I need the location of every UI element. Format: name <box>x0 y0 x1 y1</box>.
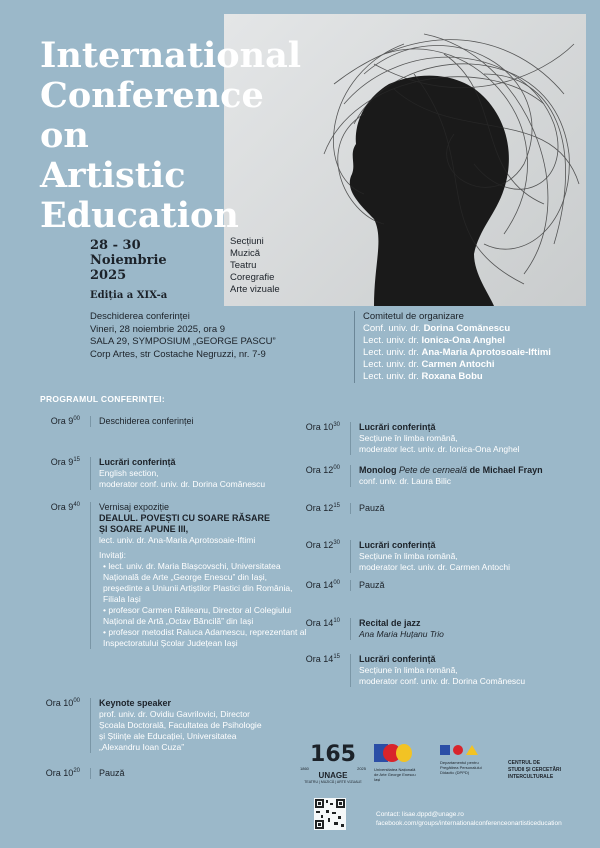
program-performer: Ana Maria Huțanu Trio <box>359 629 444 639</box>
guest-item: • profesor metodist Raluca Adamescu, reprezentant al Inspectoratului Școlar Județean Iași <box>103 627 308 649</box>
program-body <box>350 654 590 687</box>
committee-member <box>363 323 551 335</box>
program-item-title: Deschiderea conferinței <box>99 416 194 426</box>
date-month: Noiembrie <box>90 253 167 268</box>
sections-list <box>230 236 280 296</box>
program-time: Ora $14^{15}$ <box>305 654 340 664</box>
guest-list <box>99 561 308 649</box>
centre-logo <box>508 760 588 781</box>
title-line: Education <box>40 195 239 236</box>
program-body <box>350 422 590 455</box>
program-time: Ora $10^{00}$ <box>45 698 80 708</box>
program-item-title: Recital de jazz <box>359 618 421 628</box>
committee-member <box>363 347 551 359</box>
opening-datetime: Vineri, 28 noiembrie 2025, ora 9 <box>90 323 226 335</box>
program-time: Ora $9^{00}$ <box>50 416 80 426</box>
program-line: Secțiune în limba română, <box>359 665 458 675</box>
program-line: English section, <box>99 468 159 478</box>
committee-member <box>363 359 551 371</box>
title-line: International <box>40 35 302 76</box>
program-time: Ora $12^{00}$ <box>305 465 340 475</box>
program-item <box>300 654 590 687</box>
program-item <box>300 422 590 455</box>
program-item-title: Monolog Pete de cerneală de Michael Frayn <box>359 465 543 475</box>
section-item: Arte vizuale <box>230 284 280 295</box>
unage-anniversary: 165 <box>310 742 356 767</box>
program-item <box>40 768 240 779</box>
guest-item: • profesor Carmen Răileanu, Director al Colegiului Național de Artă „Octav Băncilă” din Iași <box>103 605 308 627</box>
program-line: moderator conf. univ. dr. Dorina Comănescu <box>359 676 526 686</box>
section-item: Teatru <box>230 260 257 271</box>
program-line: lect. univ. dr. Ana-Maria Aprotosoaie-Iftimi <box>99 535 256 545</box>
section-item: Muzică <box>230 248 261 259</box>
unage-logo <box>300 744 366 784</box>
program-item <box>40 698 310 753</box>
sections-heading: Secțiuni <box>230 236 264 247</box>
program-line: Secțiune în limba română, <box>359 551 458 561</box>
committee-member <box>363 371 551 383</box>
contact-facebook-link[interactable]: facebook.com/groups/internationalconferenceonartisticeducation <box>376 820 562 827</box>
program-line: Invitați: <box>99 550 126 560</box>
member-rank: Lect. univ. dr. <box>363 335 419 346</box>
program-body <box>90 416 300 427</box>
program-line: „Alexandru Ioan Cuza” <box>99 742 185 752</box>
exhibition-title: ȘI SOARE APUNE III, <box>99 524 189 534</box>
qr-code[interactable] <box>314 798 346 830</box>
centre-name: CENTRUL DE STUDII ȘI CERCETĂRI INTERCULTURALE <box>508 760 562 780</box>
dppd-logo <box>440 744 500 775</box>
program-title: PROGRAMUL CONFERINȚEI: <box>40 394 165 404</box>
guest-item: • lect. univ. dr. Maria Blașcovschi, Universitatea Națională de Arte „George Enescu” din Iași, președinte a Uniunii Artiștilor Plastici din România, Filiala Iași <box>103 561 308 605</box>
unage-subtitle: TEATRU | MUZICĂ | ARTE VIZUALE <box>304 780 362 784</box>
conference-dates <box>90 238 167 283</box>
program-line: conf. univ. dr. Laura Bilic <box>359 476 451 486</box>
dppd-name: Departamentul pentru Pregătirea Personalului Didactic (DPPD) <box>440 760 482 775</box>
member-rank: Conf. univ. dr. <box>363 323 421 334</box>
member-rank: Lect. univ. dr. <box>363 359 419 370</box>
program-time: Ora $12^{15}$ <box>305 503 340 513</box>
program-time: Ora $14^{00}$ <box>305 580 340 590</box>
program-item-title: Pauză <box>359 503 385 513</box>
program-item <box>300 540 590 573</box>
program-line: moderator lect. univ. dr. Ionica-Ona Anghel <box>359 444 520 454</box>
program-body <box>350 465 590 487</box>
program-item-title: Pauză <box>359 580 385 590</box>
program-time: Ora $9^{15}$ <box>50 457 80 467</box>
member-rank: Lect. univ. dr. <box>363 371 419 382</box>
program-item-title: Vernisaj expoziție <box>99 502 170 512</box>
unage-name: UNAGE <box>318 771 348 780</box>
program-body <box>90 768 240 779</box>
opening-address: Corp Artes, str Costache Negruzzi, nr. 7-9 <box>90 348 266 360</box>
date-range: 28 - 30 <box>90 238 141 253</box>
program-body <box>350 580 590 591</box>
program-item-title: Lucrări conferință <box>359 540 436 550</box>
program-item <box>300 465 590 487</box>
university-name: Universitatea Națională de Arte George Enescu Iași <box>374 767 416 782</box>
program-line: moderator lect. univ. dr. Carmen Antochi <box>359 562 511 572</box>
conference-title <box>40 36 301 236</box>
program-item-title: Lucrări conferință <box>359 654 436 664</box>
member-name: Dorina Comănescu <box>423 323 511 334</box>
program-body <box>350 540 590 573</box>
opening-room: SALA 29, SYMPOSIUM „GEORGE PASCU” <box>90 336 276 347</box>
member-rank: Lect. univ. dr. <box>363 347 419 358</box>
member-name: Carmen Antochi <box>421 359 495 370</box>
exhibition-title: DEALUL. POVEȘTI CU SOARE RĂSARE <box>99 513 271 523</box>
program-body <box>90 698 310 753</box>
member-name: Ionica-Ona Anghel <box>421 335 506 346</box>
date-year: 2025 <box>90 268 127 283</box>
program-item <box>300 580 590 591</box>
program-line: și Științe ale Educației, Universitatea <box>99 731 237 741</box>
contact-email[interactable]: Contact: lisae.dppd@unage.ro <box>376 811 464 818</box>
opening-info <box>90 311 276 361</box>
program-time: Ora $10^{30}$ <box>305 422 340 432</box>
university-logo <box>374 744 434 782</box>
program-time: Ora $10^{20}$ <box>45 768 80 778</box>
program-item <box>300 618 590 640</box>
program-item-title: Lucrări conferință <box>99 457 176 467</box>
title-line: on <box>40 115 89 156</box>
program-time: Ora $12^{30}$ <box>305 540 340 550</box>
program-line: prof. univ. dr. Ovidiu Gavrilovici, Director <box>99 709 250 719</box>
title-line: Artistic <box>40 155 186 196</box>
program-item-title: Lucrări conferință <box>359 422 436 432</box>
organizing-committee <box>354 311 551 383</box>
program-item <box>40 502 308 649</box>
program-item <box>40 416 300 427</box>
program-item <box>300 503 590 514</box>
program-time: Ora $9^{40}$ <box>50 502 80 512</box>
member-name: Roxana Bobu <box>421 371 483 382</box>
contact-info <box>376 810 562 828</box>
program-body <box>90 502 308 649</box>
program-body <box>90 457 310 490</box>
program-time: Ora $14^{10}$ <box>305 618 340 628</box>
program-item <box>40 457 310 490</box>
edition-label: Ediția a XIX-a <box>90 290 168 301</box>
program-body <box>350 618 590 640</box>
committee-title: Comitetul de organizare <box>363 311 464 322</box>
program-item-title: Keynote speaker <box>99 698 172 708</box>
program-line: moderator conf. univ. dr. Dorina Comănescu <box>99 479 266 489</box>
program-line: Secțiune în limba română, <box>359 433 458 443</box>
program-item-title: Pauză <box>99 768 125 778</box>
unage-years: 1860 2025 <box>300 766 366 771</box>
section-item: Coregrafie <box>230 272 275 283</box>
title-line: Conference <box>40 75 264 116</box>
opening-title: Deschiderea conferinței <box>90 311 190 322</box>
program-line: Școala Doctorală, Facultatea de Psihologie <box>99 720 262 730</box>
member-name: Ana-Maria Aprotosoaie-Iftimi <box>421 347 551 358</box>
committee-member <box>363 335 551 347</box>
program-body <box>350 503 590 514</box>
